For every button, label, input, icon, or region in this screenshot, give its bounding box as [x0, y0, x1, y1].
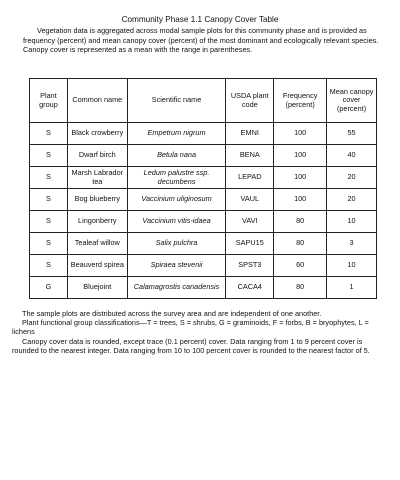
cell-common-name: Tealeaf willow [67, 233, 127, 255]
note-plant-groups: Plant functional group classifications—T = trees, S = shrubs, G = graminoids, F = forbs, B = bryophytes, L = lichens [12, 318, 369, 337]
cell-scientific-name: Ledum palustre ssp. decumbens [127, 167, 226, 189]
cell-plant-group: S [30, 123, 68, 145]
cell-plant-group: S [30, 189, 68, 211]
cell-mean-cover: 55 [327, 123, 377, 145]
table-row [30, 255, 377, 277]
cell-scientific-name: Betula nana [127, 145, 226, 167]
cell-frequency: 80 [274, 233, 327, 255]
cell-usda-code: VAUL [226, 189, 274, 211]
cell-frequency: 100 [274, 145, 327, 167]
cell-mean-cover: 1 [327, 277, 377, 299]
cell-plant-group: S [30, 211, 68, 233]
cell-mean-cover: 10 [327, 211, 377, 233]
cell-usda-code: VAVI [226, 211, 274, 233]
cell-mean-cover: 20 [327, 167, 377, 189]
cell-common-name: Lingonberry [67, 211, 127, 233]
table-row [30, 167, 377, 189]
cell-common-name: Dwarf birch [67, 145, 127, 167]
cell-frequency: 60 [274, 255, 327, 277]
cell-mean-cover: 20 [327, 189, 377, 211]
cell-scientific-name: Salix pulchra [127, 233, 226, 255]
cell-plant-group: G [30, 277, 68, 299]
intro-paragraph: Vegetation data is aggregated across modal sample plots for this community phase and is provided as frequency (percent) and mean canopy cover (percent) of the most dominant and ecologically relevant species. Canopy cover is represented as a mean with the range in parentheses. [23, 26, 379, 55]
cell-usda-code: SPST3 [226, 255, 274, 277]
cell-common-name: Bluejoint [67, 277, 127, 299]
cell-plant-group: S [30, 145, 68, 167]
header-plant-group: Plant group [30, 79, 68, 123]
header-frequency: Frequency (percent) [274, 79, 327, 123]
cell-scientific-name: Calamagrostis canadensis [127, 277, 226, 299]
table-notes [12, 309, 390, 355]
cell-common-name: Bog blueberry [67, 189, 127, 211]
cell-usda-code: CACA4 [226, 277, 274, 299]
table-row [30, 233, 377, 255]
cell-frequency: 80 [274, 211, 327, 233]
cell-common-name: Beauverd spirea [67, 255, 127, 277]
table-row [30, 211, 377, 233]
table-header-row [30, 79, 377, 123]
cell-usda-code: LEPAD [226, 167, 274, 189]
cell-frequency: 80 [274, 277, 327, 299]
cell-common-name: Black crowberry [67, 123, 127, 145]
header-mean-cover: Mean canopy cover (percent) [327, 79, 377, 123]
cell-mean-cover: 10 [327, 255, 377, 277]
cell-mean-cover: 3 [327, 233, 377, 255]
header-usda-code: USDA plant code [226, 79, 274, 123]
table-row [30, 123, 377, 145]
header-scientific-name: Scientific name [127, 79, 226, 123]
cell-common-name: Marsh Labrador tea [67, 167, 127, 189]
table-row [30, 189, 377, 211]
cell-plant-group: S [30, 255, 68, 277]
table-title: Community Phase 1.1 Canopy Cover Table [121, 15, 279, 24]
cell-usda-code: EMNI [226, 123, 274, 145]
note-sampling: The sample plots are distributed across the survey area and are independent of one another. [22, 309, 322, 318]
cell-plant-group: S [30, 233, 68, 255]
cell-plant-group: S [30, 167, 68, 189]
cell-frequency: 100 [274, 167, 327, 189]
cell-frequency: 100 [274, 189, 327, 211]
cell-scientific-name: Vaccinium vitis-idaea [127, 211, 226, 233]
table-row [30, 145, 377, 167]
cell-frequency: 100 [274, 123, 327, 145]
cell-mean-cover: 40 [327, 145, 377, 167]
cell-scientific-name: Spiraea stevenii [127, 255, 226, 277]
cell-usda-code: SAPU15 [226, 233, 274, 255]
note-rounding: Canopy cover data is rounded, except trace (0.1 percent) cover. Data ranging from 1 to 9 percent cover is rounded to the nearest integer. Data ranging from 10 to 100 percent cover is rounded to the nearest factor of 5. [12, 336, 370, 355]
table-row [30, 277, 377, 299]
canopy-cover-table [29, 78, 377, 299]
header-common-name: Common name [67, 79, 127, 123]
cell-usda-code: BENA [226, 145, 274, 167]
cell-scientific-name: Empetrum nigrum [127, 123, 226, 145]
cell-scientific-name: Vaccinium uliginosum [127, 189, 226, 211]
